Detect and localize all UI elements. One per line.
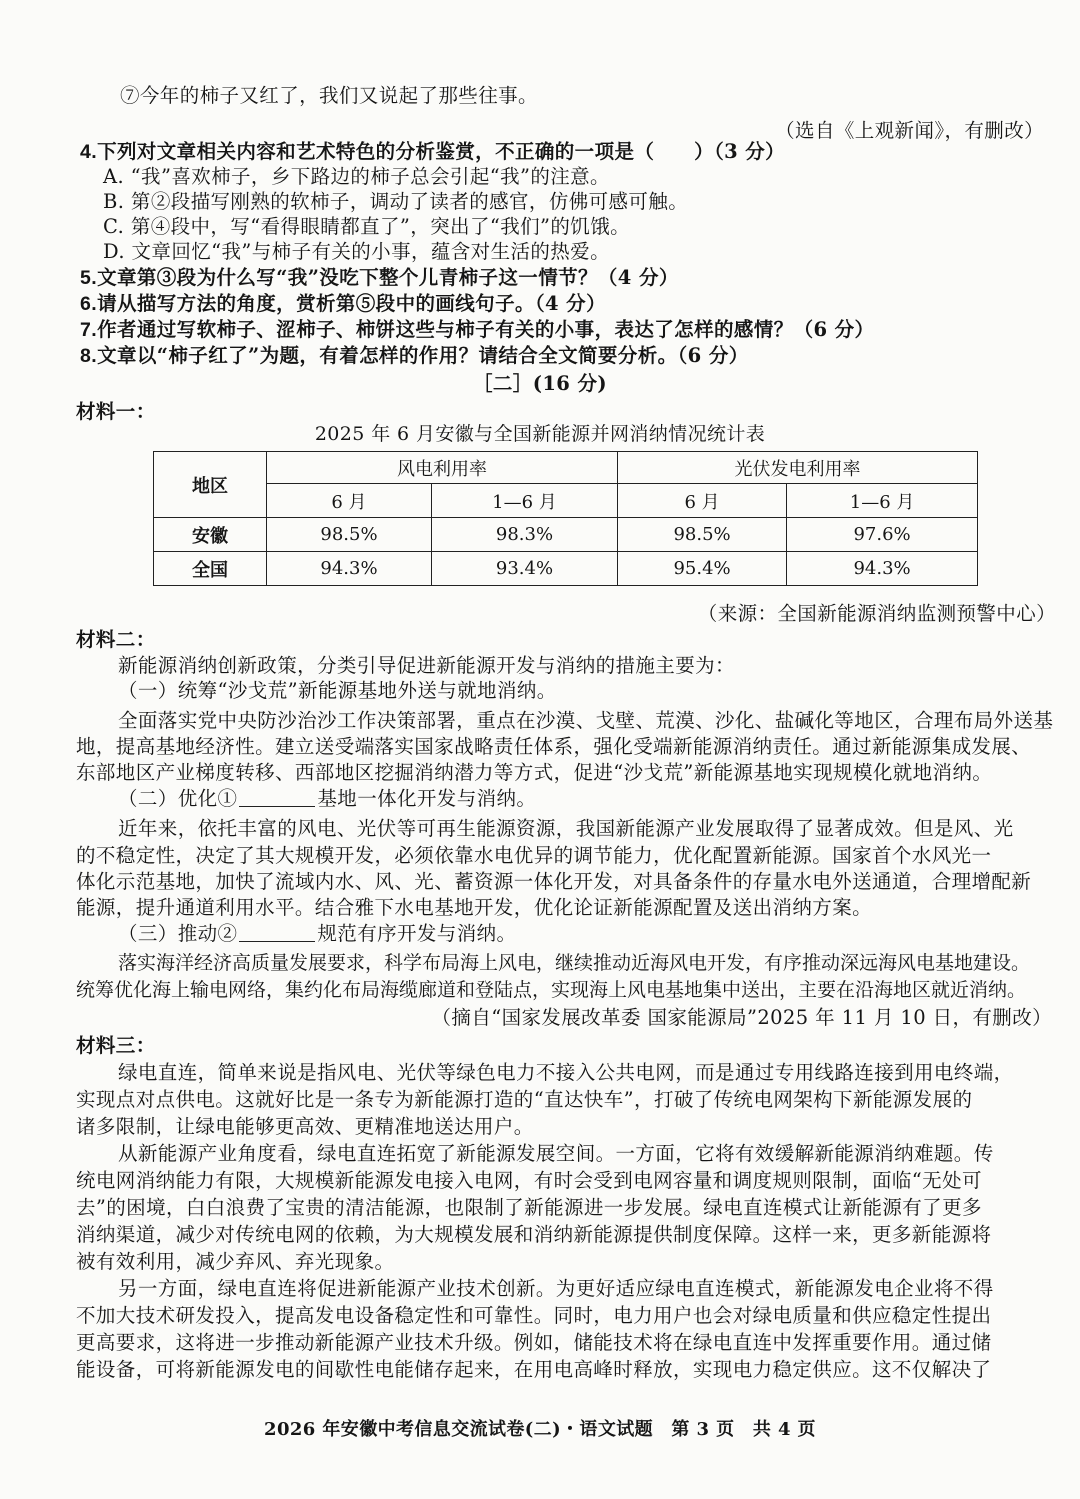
text-line: 能设备，可将新能源发电的间歇性电能储存起来，在用电高峰时释放，实现电力稳定供应。这不仅解决了: [76, 1358, 992, 1381]
question-number: 5.: [80, 267, 98, 289]
text-line: ⑦今年的柿子又红了，我们又说起了那些往事。: [120, 84, 538, 107]
question-number: 8.: [80, 345, 98, 367]
text-line: 能源，提升通道利用水平。结合雅下水电基地开发，优化论证新能源配置及送出消纳方案。: [76, 896, 873, 919]
material-label: 材料二：: [76, 628, 156, 651]
table-cell: 94.3%: [267, 552, 432, 586]
question-4: [80, 138, 785, 166]
section-title: ［二］(16 分): [473, 372, 607, 395]
subheading-suffix: 规范有序开发与消纳。: [317, 922, 517, 945]
table-row: [154, 552, 978, 586]
table-subheader: 1—6 月: [431, 484, 617, 518]
material-label: 材料三：: [76, 1034, 156, 1057]
text-line: 的不稳定性，决定了其大规模开发，必须依靠水电优异的调节能力，优化配置新能源。国家首个水风光一: [76, 844, 992, 867]
answer-blank-2[interactable]: [239, 923, 315, 942]
subheading-suffix: 基地一体化开发与消纳。: [317, 787, 537, 810]
table-cell: 93.4%: [431, 552, 617, 586]
subheading: （一）统筹“沙戈荒”新能源基地外送与就地消纳。: [118, 679, 557, 702]
table-cell: 98.5%: [267, 518, 432, 552]
text-line: 另一方面，绿电直连将促进新能源产业技术创新。为更好适应绿电直连模式，新能源发电企业将不得: [118, 1277, 994, 1300]
question-text: 作者通过写软柿子、涩柿子、柿饼这些与柿子有关的小事，表达了怎样的感情？（6 分）: [97, 318, 875, 341]
text-line: 体化示范基地，加快了流域内水、风、光、蓄资源一体化开发，对具备条件的存量水电外送通道，合理增配新: [76, 870, 1032, 893]
text-line: 落实海洋经济高质量发展要求，科学布局海上风电，继续推动近海风电开发，有序推动深远海风电基地建设。: [118, 952, 1031, 974]
text-line: 不加大技术研发投入，提高发电设备稳定性和可靠性。同时，电力用户也会对绿电质量和供应稳定性提出: [76, 1304, 992, 1327]
source-note: （选自《上观新闻》，有删改）: [775, 119, 1044, 142]
table-cell: 94.3%: [787, 552, 978, 586]
table-header-wind: 风电利用率: [267, 452, 618, 484]
table-row: [154, 518, 978, 552]
text-line: 绿电直连，简单来说是指风电、光伏等绿色电力不接入公共电网，而是通过专用线路连接到用电终端，: [118, 1061, 1014, 1084]
question-5: [80, 264, 679, 292]
text-line: 新能源消纳创新政策，分类引导促进新能源开发与消纳的措施主要为：: [118, 654, 735, 677]
question-text: 文章第③段为什么写“我”没吃下整个儿青柿子这一情节？（4 分）: [97, 266, 679, 289]
statistics-table: [153, 451, 978, 586]
question-number: 6.: [80, 293, 98, 315]
table-title: 2025 年 6 月安徽与全国新能源并网消纳情况统计表: [314, 423, 766, 445]
text-line: 实现点对点供电。这就好比是一条专为新能源打造的“直达快车”，打破了传统电网架构下新能源发展的: [76, 1088, 973, 1111]
text-line: 从新能源产业角度看，绿电直连拓宽了新能源发展空间。一方面，它将有效缓解新能源消纳难题。传: [118, 1142, 994, 1165]
question-number: 4.: [80, 141, 98, 163]
question-text: 下列对文章相关内容和艺术特色的分析鉴赏，不正确的一项是（ ）（3 分）: [97, 140, 786, 163]
subheading: [118, 920, 516, 947]
question-7: [80, 316, 874, 344]
table-cell: 97.6%: [787, 518, 978, 552]
table-header-solar: 光伏发电利用率: [618, 452, 978, 484]
text-line: 统筹优化海上输电网络，集约化布局海缆廊道和登陆点，实现海上风电基地集中送出，主要在沿海地区就近消纳。: [76, 979, 1027, 1001]
table-subheader: 1—6 月: [787, 484, 978, 518]
table-cell-region: 全国: [154, 552, 267, 586]
question-8: [80, 342, 749, 370]
text-line: 地，提高基地经济性。建立送受端落实国家战略责任体系，强化受端新能源消纳责任。通过新能源集成发展、: [76, 735, 1032, 758]
text-line: 被有效利用，减少弃风、弃光现象。: [76, 1250, 395, 1273]
answer-blank-1[interactable]: [239, 788, 315, 807]
option-a: A. “我”喜欢柿子，乡下路边的柿子总会引起“我”的注意。: [103, 165, 610, 188]
subheading-prefix: （二）优化①: [118, 787, 238, 810]
text-line: 统电网消纳能力有限，大规模新能源发电接入电网，有时会受到电网容量和调度规则限制，面临“无处可: [76, 1169, 982, 1192]
table-header-region: 地区: [154, 452, 267, 518]
text-line: 更高要求，这将进一步推动新能源产业技术升级。例如，储能技术将在绿电直连中发挥重要作用。通过储: [76, 1331, 992, 1354]
table-cell-region: 安徽: [154, 518, 267, 552]
text-line: 近年来，依托丰富的风电、光伏等可再生能源资源，我国新能源产业发展取得了显著成效。但是风、光: [118, 817, 1014, 840]
subheading: [118, 785, 536, 812]
text-line: 去”的困境，白白浪费了宝贵的清洁能源，也限制了新能源进一步发展。绿电直连模式让新能源有了更多: [76, 1196, 982, 1219]
table-cell: 98.3%: [431, 518, 617, 552]
table-subheader: 6 月: [618, 484, 787, 518]
text-line: 诸多限制，让绿电能够更高效、更精准地送达用户。: [76, 1115, 534, 1138]
text-line: 东部地区产业梯度转移、西部地区挖掘消纳潜力等方式，促进“沙戈荒”新能源基地实现规模化就地消纳。: [76, 761, 993, 784]
text-line: 全面落实党中央防沙治沙工作决策部署，重点在沙漠、戈壁、荒漠、沙化、盐碱化等地区，合理布局外送基: [118, 709, 1054, 732]
table-cell: 95.4%: [618, 552, 787, 586]
table-cell: 98.5%: [618, 518, 787, 552]
table-subheader: 6 月: [267, 484, 432, 518]
option-b: B. 第②段描写刚熟的软柿子，调动了读者的感官，仿佛可感可触。: [103, 190, 689, 213]
question-number: 7.: [80, 319, 98, 341]
subheading-prefix: （三）推动②: [118, 922, 238, 945]
question-text: 文章以“柿子红了”为题，有着怎样的作用？请结合全文简要分析。（6 分）: [97, 344, 749, 367]
text-line: 消纳渠道，减少对传统电网的依赖，为大规模发展和消纳新能源提供制度保障。这样一来，更多新能源将: [76, 1223, 992, 1246]
page-footer: 2026 年安徽中考信息交流试卷(二)・语文试题 第 3 页 共 4 页: [264, 1419, 816, 1440]
material-label: 材料一：: [76, 400, 156, 423]
table-source: （来源：全国新能源消纳监测预警中心）: [697, 602, 1056, 625]
option-c: C. 第④段中，写“看得眼睛都直了”，突出了“我们”的饥饿。: [103, 215, 630, 238]
question-text: 请从描写方法的角度，赏析第⑤段中的画线句子。（4 分）: [97, 292, 606, 315]
question-6: [80, 290, 606, 318]
source-note: （摘自“国家发展改革委 国家能源局”2025 年 11 月 10 日，有删改）: [431, 1006, 1052, 1029]
option-d: D. 文章回忆“我”与柿子有关的小事，蕴含对生活的热爱。: [103, 240, 610, 263]
